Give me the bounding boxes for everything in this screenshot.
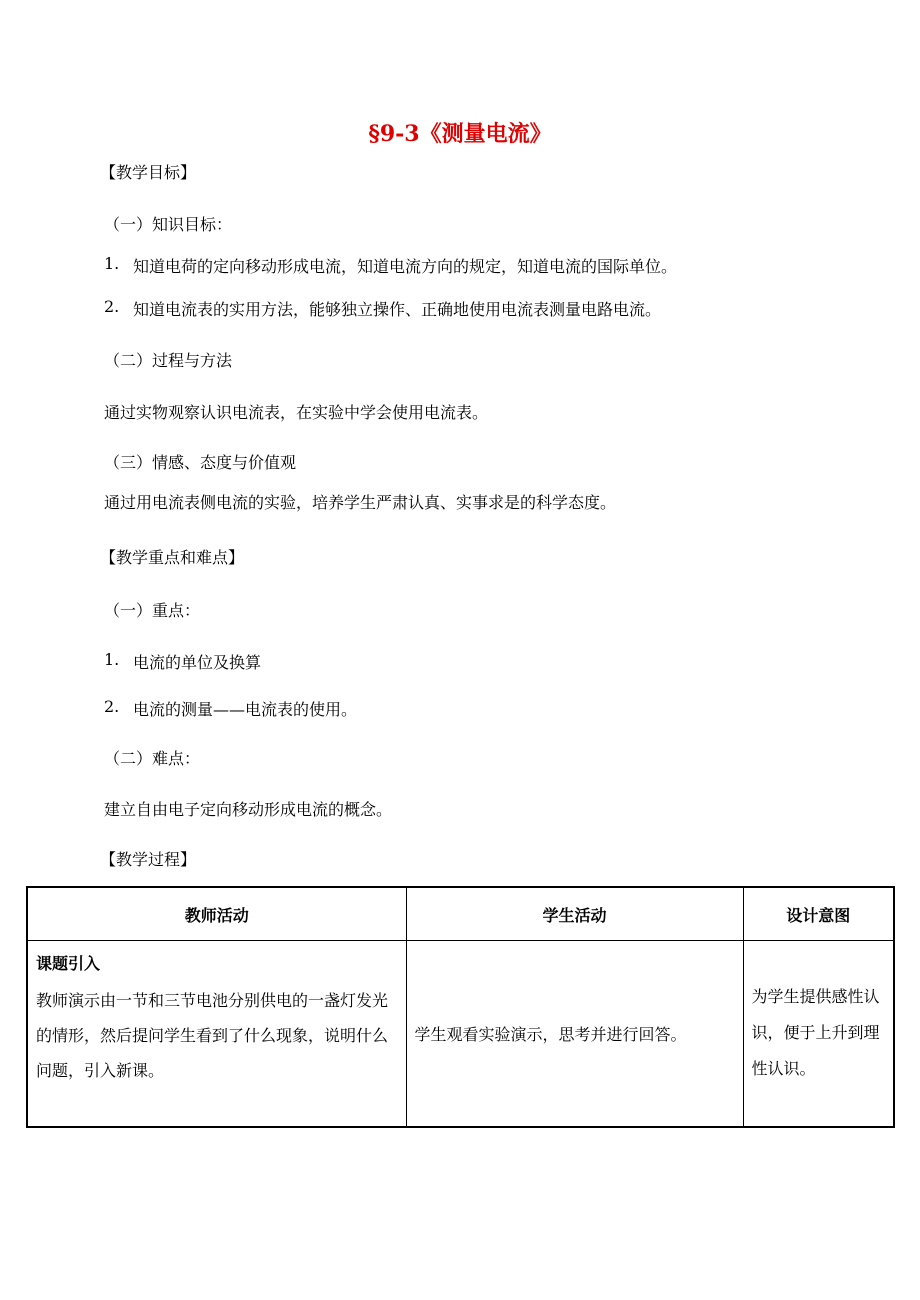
header-intent: 设计意图 bbox=[743, 887, 894, 941]
focus-item-2-text: 电流的测量——电流表的使用。 bbox=[133, 700, 358, 719]
difficulty-heading: （二）难点： bbox=[104, 749, 201, 768]
knowledge-item-2-text: 知道电流表的实用方法，能够独立操作、正确地使用电流表测量电路电流。 bbox=[133, 300, 662, 319]
knowledge-item-2-num: 2. bbox=[104, 297, 120, 316]
lesson-table bbox=[26, 886, 895, 1128]
goals-heading: 【教学目标】 bbox=[100, 163, 197, 182]
knowledge-item-1-num: 1. bbox=[104, 254, 120, 273]
teacher-activity-text: 教师演示由一节和三节电池分别供电的一盏灯发光的情形，然后提问学生看到了什么现象，说明什么问题，引入新课。 bbox=[36, 991, 389, 1080]
knowledge-heading: （一）知识目标： bbox=[104, 215, 233, 234]
process-text: 通过实物观察认识电流表，在实验中学会使用电流表。 bbox=[104, 403, 489, 422]
focus-heading: （一）重点： bbox=[104, 601, 201, 620]
process-heading: （二）过程与方法 bbox=[104, 351, 233, 370]
focus-item-1-text: 电流的单位及换算 bbox=[133, 653, 262, 672]
student-activity-text: 学生观看实验演示，思考并进行回答。 bbox=[406, 941, 743, 1127]
page-title: §9-3《测量电流》 bbox=[368, 121, 552, 147]
design-intent-text: 为学生提供感性认识，便于上升到理性认识。 bbox=[743, 941, 894, 1127]
header-teacher: 教师活动 bbox=[27, 887, 406, 941]
table-header-row bbox=[27, 887, 894, 941]
keypoints-heading: 【教学重点和难点】 bbox=[100, 548, 245, 567]
focus-item-2-num: 2. bbox=[104, 697, 120, 716]
header-student: 学生活动 bbox=[406, 887, 743, 941]
emotion-text: 通过用电流表侧电流的实验，培养学生严肃认真、实事求是的科学态度。 bbox=[104, 493, 617, 512]
knowledge-item-1-text: 知道电荷的定向移动形成电流，知道电流方向的规定，知道电流的国际单位。 bbox=[133, 257, 678, 276]
emotion-heading: （三）情感、态度与价值观 bbox=[104, 453, 297, 472]
difficulty-text: 建立自由电子定向移动形成电流的概念。 bbox=[104, 800, 393, 819]
teacher-cell bbox=[27, 941, 406, 1127]
process2-heading: 【教学过程】 bbox=[100, 850, 197, 869]
focus-item-1-num: 1. bbox=[104, 650, 120, 669]
table-row bbox=[27, 941, 894, 1127]
teacher-activity-title: 课题引入 bbox=[36, 954, 101, 973]
